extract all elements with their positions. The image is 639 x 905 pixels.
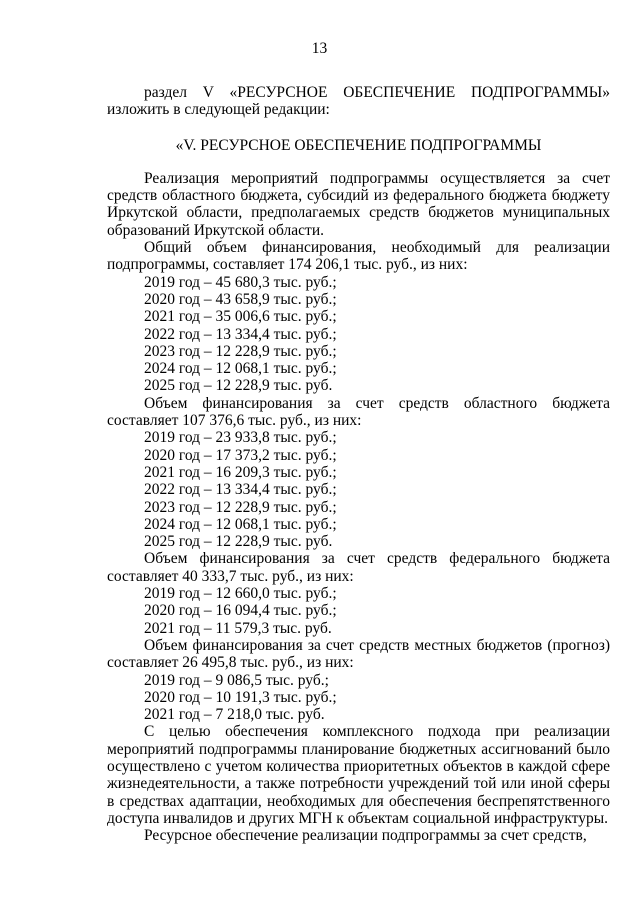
total-year-line: 2021 год – 35 006,6 тыс. руб.; — [144, 308, 337, 326]
federal-year-line: 2021 год – 11 579,3 тыс. руб. — [144, 619, 332, 637]
federal-funding-paragraph: Объем финансирования за счет средств федерального бюджета составляет 40 333,7 тыс. руб., из них: — [107, 550, 610, 585]
total-year-line: 2024 год – 12 068,1 тыс. руб.; — [144, 360, 337, 378]
local-year-line: 2021 год – 7 218,0 тыс. руб. — [144, 706, 325, 724]
local-year-line: 2020 год – 10 191,3 тыс. руб.; — [144, 688, 337, 706]
local-funding-paragraph: Объем финансирования за счет средств местных бюджетов (прогноз) составляет 26 495,8 тыс. руб., из них: — [107, 636, 610, 672]
page-number: 13 — [311, 40, 328, 57]
section-heading: «V. РЕСУРСНОЕ ОБЕСПЕЧЕНИЕ ПОДПРОГРАММЫ — [175, 136, 542, 154]
sources-paragraph: Реализация мероприятий подпрограммы осуществляется за счет средств областного бюджета, субсидий из федерального бюджета бюджету Иркутской области, предполагаемых средств бюджетов муниципальных образований Иркутской области. — [107, 169, 610, 239]
regional-funding-paragraph: Объем финансирования за счет средств областного бюджета составляет 107 376,6 тыс. руб., из них: — [107, 394, 610, 430]
total-funding-paragraph: Общий объем финансирования, необходимый для реализации подпрограммы, составляет 174 206,1 тыс. руб., из них: — [107, 239, 610, 274]
regional-year-line: 2023 год – 12 228,9 тыс. руб.; — [144, 498, 337, 516]
total-year-line: 2019 год – 45 680,3 тыс. руб.; — [144, 273, 337, 291]
federal-funding-years — [107, 585, 610, 637]
total-funding-years — [107, 274, 610, 395]
local-year-line: 2019 год – 9 086,5 тыс. руб.; — [144, 671, 329, 689]
resource-provision-paragraph: Ресурсное обеспечение реализации подпрограммы за счет средств, — [144, 827, 587, 845]
federal-year-line: 2019 год – 12 660,0 тыс. руб.; — [144, 585, 337, 603]
total-year-line: 2020 год – 43 658,9 тыс. руб.; — [144, 290, 337, 308]
federal-year-line: 2020 год – 16 094,4 тыс. руб.; — [144, 602, 337, 620]
regional-year-line: 2025 год – 12 228,9 тыс. руб. — [144, 533, 333, 551]
regional-funding-years — [107, 429, 610, 550]
total-year-line: 2023 год – 12 228,9 тыс. руб.; — [144, 342, 337, 360]
document-body — [107, 84, 610, 844]
complex-approach-paragraph: С целью обеспечения комплексного подхода при реализации мероприятий подпрограммы планирование бюджетных ассигнований было осуществлено с учетом количества приоритетных объектов в каждой сфере жизнедеятельности, а также потребности учреждений той или иной сферы в средствах адаптации, необходимых для обеспечения беспрепятственного доступа инвалидов и других МГН к объектам социальной инфраструктуры. — [107, 723, 610, 827]
regional-year-line: 2024 год – 12 068,1 тыс. руб.; — [144, 515, 337, 533]
local-funding-years — [107, 672, 610, 724]
total-year-line: 2025 год – 12 228,9 тыс. руб. — [144, 377, 333, 395]
intro-paragraph: раздел V «РЕСУРСНОЕ ОБЕСПЕЧЕНИЕ ПОДПРОГРАММЫ» изложить в следующей редакции: — [107, 84, 610, 119]
regional-year-line: 2020 год – 17 373,2 тыс. руб.; — [144, 446, 337, 464]
regional-year-line: 2021 год – 16 209,3 тыс. руб.; — [144, 463, 337, 481]
total-year-line: 2022 год – 13 334,4 тыс. руб.; — [144, 325, 337, 343]
regional-year-line: 2019 год – 23 933,8 тыс. руб.; — [144, 429, 337, 447]
regional-year-line: 2022 год – 13 334,4 тыс. руб.; — [144, 481, 337, 499]
